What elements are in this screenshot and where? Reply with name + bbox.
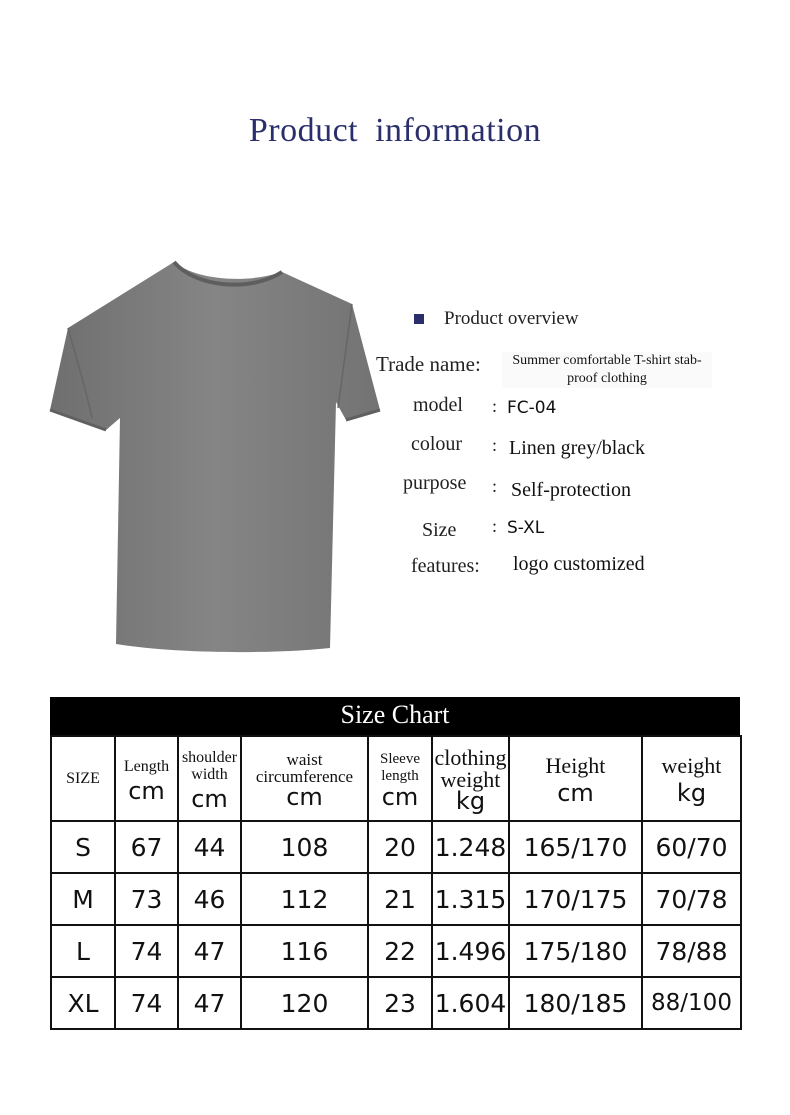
cell-weight: 60/70 [642,821,741,873]
tshirt-image [46,258,386,658]
model-value: FC-04 [507,398,557,418]
cell-shoulder: 44 [178,821,241,873]
size-label: Size [422,519,457,541]
table-row [51,821,741,873]
table-row [51,977,741,1029]
size-chart-title: Size Chart [50,697,740,735]
header-length: Length cm [115,736,178,821]
cell-sleeve: 20 [368,821,432,873]
header-shoulder-width: shoulder width cm [178,736,241,821]
cell-waist: 112 [241,873,368,925]
model-label: model [413,394,463,416]
header-weight: weight kg [642,736,741,821]
trade-name-value: Summer comfortable T-shirt stab-proof clothing [502,352,712,388]
cell-sleeve: 22 [368,925,432,977]
cell-clothing-weight: 1.315 [432,873,509,925]
size-colon: : [492,516,498,536]
header-row [51,736,741,821]
header-waist-circumference: waist circumference cm [241,736,368,821]
page-title: Product information [248,112,542,149]
header-sleeve-length: Sleeve length cm [368,736,432,821]
trade-name-label: Trade name: [376,352,481,376]
cell-clothing-weight: 1.248 [432,821,509,873]
colour-value: Linen grey/black [509,437,646,459]
cell-shoulder: 46 [178,873,241,925]
cell-height: 180/185 [509,977,642,1029]
cell-size: M [51,873,115,925]
header-height: Height cm [509,736,642,821]
purpose-value: Self-protection [511,479,631,501]
cell-length: 73 [115,873,178,925]
cell-clothing-weight: 1.604 [432,977,509,1029]
overview-heading [414,308,579,330]
cell-length: 74 [115,977,178,1029]
cell-weight: 70/78 [642,873,741,925]
cell-height: 175/180 [509,925,642,977]
cell-height: 165/170 [509,821,642,873]
cell-size: XL [51,977,115,1029]
cell-length: 74 [115,925,178,977]
cell-weight: 78/88 [642,925,741,977]
cell-waist: 120 [241,977,368,1029]
header-clothing-weight: clothing weight kg [432,736,509,821]
cell-sleeve: 21 [368,873,432,925]
size-value: S-XL [507,518,545,538]
size-chart-table [50,735,742,1030]
cell-sleeve: 23 [368,977,432,1029]
table-row [51,873,741,925]
cell-shoulder: 47 [178,925,241,977]
cell-waist: 108 [241,821,368,873]
features-label: features: [411,555,480,577]
colour-label: colour [411,433,463,455]
cell-size: L [51,925,115,977]
cell-shoulder: 47 [178,977,241,1029]
cell-waist: 116 [241,925,368,977]
cell-weight: 88/100 [642,977,741,1029]
purpose-colon: : [492,476,498,496]
colour-colon: : [492,435,498,455]
overview-heading-text: Product overview [444,308,579,329]
purpose-label: purpose [403,472,467,494]
cell-size: S [51,821,115,873]
cell-height: 170/175 [509,873,642,925]
header-size: SIZE [51,736,115,821]
square-bullet-icon [414,314,424,324]
cell-clothing-weight: 1.496 [432,925,509,977]
features-value: logo customized [513,553,645,575]
cell-length: 67 [115,821,178,873]
table-row [51,925,741,977]
model-colon: : [492,396,498,416]
